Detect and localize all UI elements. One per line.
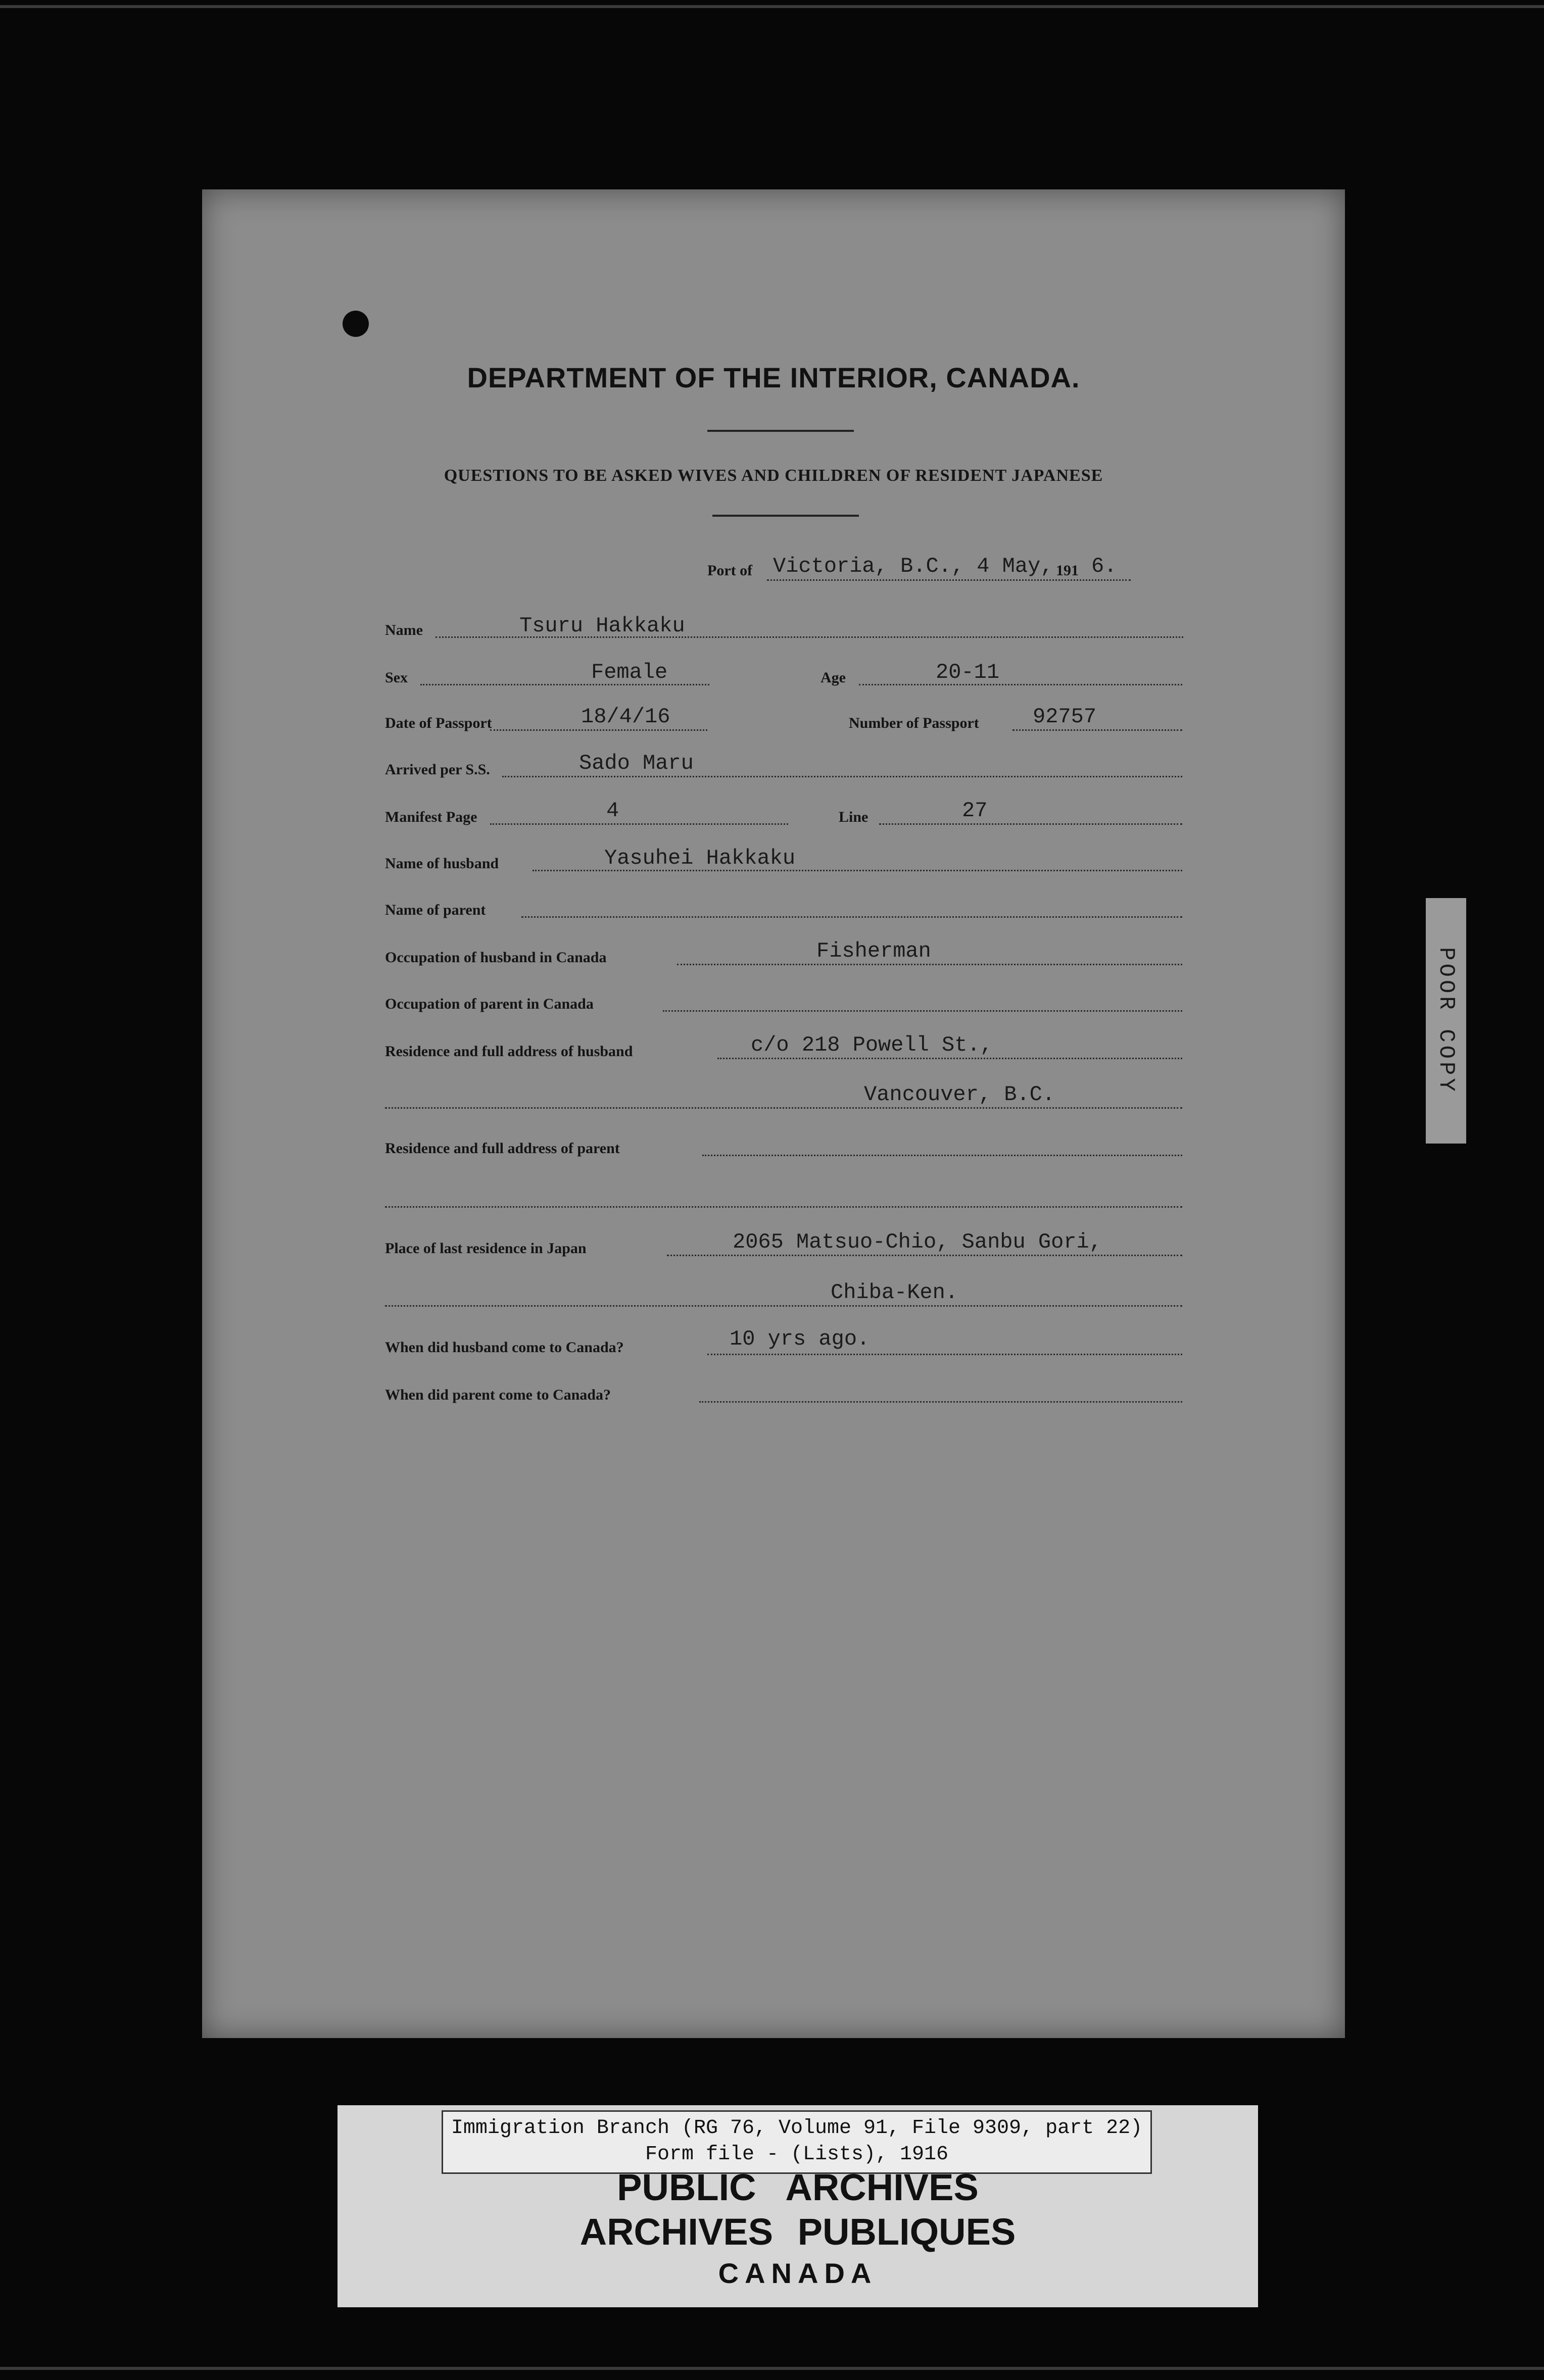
husband-occupation-dotline [677, 964, 1182, 965]
archives-line-country: CANADA [718, 2257, 878, 2289]
subtitle-rule [712, 515, 859, 517]
reference-line-1: Immigration Branch (RG 76, Volume 91, File 9309, part 22) [451, 2117, 1143, 2140]
line-dotline [879, 823, 1182, 825]
japan-residence-label: Place of last residence in Japan [385, 1240, 587, 1257]
passport-number-value: 92757 [1033, 705, 1097, 729]
parent-came-label: When did parent come to Canada? [385, 1386, 611, 1403]
husband-residence-value: c/o 218 Powell St., [751, 1033, 993, 1057]
husband-came-label: When did husband come to Canada? [385, 1339, 624, 1356]
form-subtitle: QUESTIONS TO BE ASKED WIVES AND CHILDREN OF RESIDENT JAPANESE [444, 466, 1103, 485]
husband-residence-dotline [717, 1058, 1182, 1059]
line-label: Line [839, 809, 868, 825]
sex-value: Female [591, 660, 668, 684]
arrived-label: Arrived per S.S. [385, 761, 490, 778]
passport-date-value: 18/4/16 [581, 705, 670, 729]
husband-name-value: Yasuhei Hakkaku [604, 846, 796, 870]
poor-copy-stamp [1426, 898, 1466, 1144]
husband-occupation-value: Fisherman [816, 939, 931, 963]
husband-name-label: Name of husband [385, 855, 499, 872]
husband-residence-value-2: Vancouver, B.C. [864, 1082, 1055, 1107]
husband-came-dotline [707, 1354, 1182, 1355]
frame-edge-top [0, 5, 1544, 8]
manifest-label: Manifest Page [385, 809, 477, 825]
japan-residence-dotline [667, 1255, 1182, 1256]
sex-label: Sex [385, 669, 408, 686]
reference-label [442, 2110, 1152, 2174]
line-value: 27 [962, 799, 988, 823]
reference-line-2: Form file - (Lists), 1916 [645, 2143, 949, 2166]
passport-number-label: Number of Passport [849, 715, 979, 731]
arrived-dotline [502, 776, 1182, 777]
name-value: Tsuru Hakkaku [519, 614, 685, 638]
manifest-dotline [490, 823, 788, 825]
parent-came-dotline [699, 1401, 1182, 1403]
parent-occupation-dotline [663, 1010, 1182, 1012]
passport-date-label: Date of Passport [385, 715, 492, 731]
passport-number-dotline [1012, 729, 1182, 731]
arrived-value: Sado Maru [579, 751, 694, 775]
husband-occupation-label: Occupation of husband in Canada [385, 949, 607, 966]
archives-line-english: PUBLIC ARCHIVES [617, 2166, 979, 2208]
husband-residence-dotline-2 [385, 1107, 1182, 1109]
poor-copy-text: POOR COPY [1433, 947, 1459, 1095]
title-rule [707, 430, 854, 432]
passport-date-dotline [490, 729, 707, 731]
age-dotline [859, 684, 1182, 685]
port-label: Port of [707, 562, 753, 579]
parent-residence-label: Residence and full address of parent [385, 1140, 620, 1157]
japan-residence-dotline-2 [385, 1305, 1182, 1307]
husband-came-value: 10 yrs ago. [730, 1327, 870, 1351]
japan-residence-value: 2065 Matsuo-Chio, Sanbu Gori, [733, 1230, 1102, 1254]
department-title: DEPARTMENT OF THE INTERIOR, CANADA. [467, 362, 1080, 393]
husband-residence-label: Residence and full address of husband [385, 1043, 633, 1060]
parent-name-dotline [521, 916, 1182, 918]
parent-name-label: Name of parent [385, 902, 486, 918]
age-label: Age [821, 669, 846, 686]
parent-residence-dotline [702, 1155, 1182, 1156]
archives-line-french: ARCHIVES PUBLIQUES [580, 2211, 1016, 2253]
year-suffix: 6. [1091, 554, 1117, 578]
name-label: Name [385, 622, 423, 638]
manifest-value: 4 [606, 799, 619, 823]
parent-residence-dotline-2 [385, 1206, 1182, 1208]
age-value: 20-11 [936, 660, 1000, 684]
japan-residence-value-2: Chiba-Ken. [831, 1280, 958, 1305]
port-value: Victoria, B.C., 4 May, [773, 554, 1053, 578]
parent-occupation-label: Occupation of parent in Canada [385, 996, 594, 1012]
form-sheet [202, 189, 1345, 2038]
frame-edge-bottom [0, 2367, 1544, 2370]
archives-stamp [337, 2105, 1258, 2307]
punch-hole [343, 311, 369, 337]
port-dotline [767, 579, 1131, 581]
year-prefix: 191 [1056, 562, 1079, 579]
